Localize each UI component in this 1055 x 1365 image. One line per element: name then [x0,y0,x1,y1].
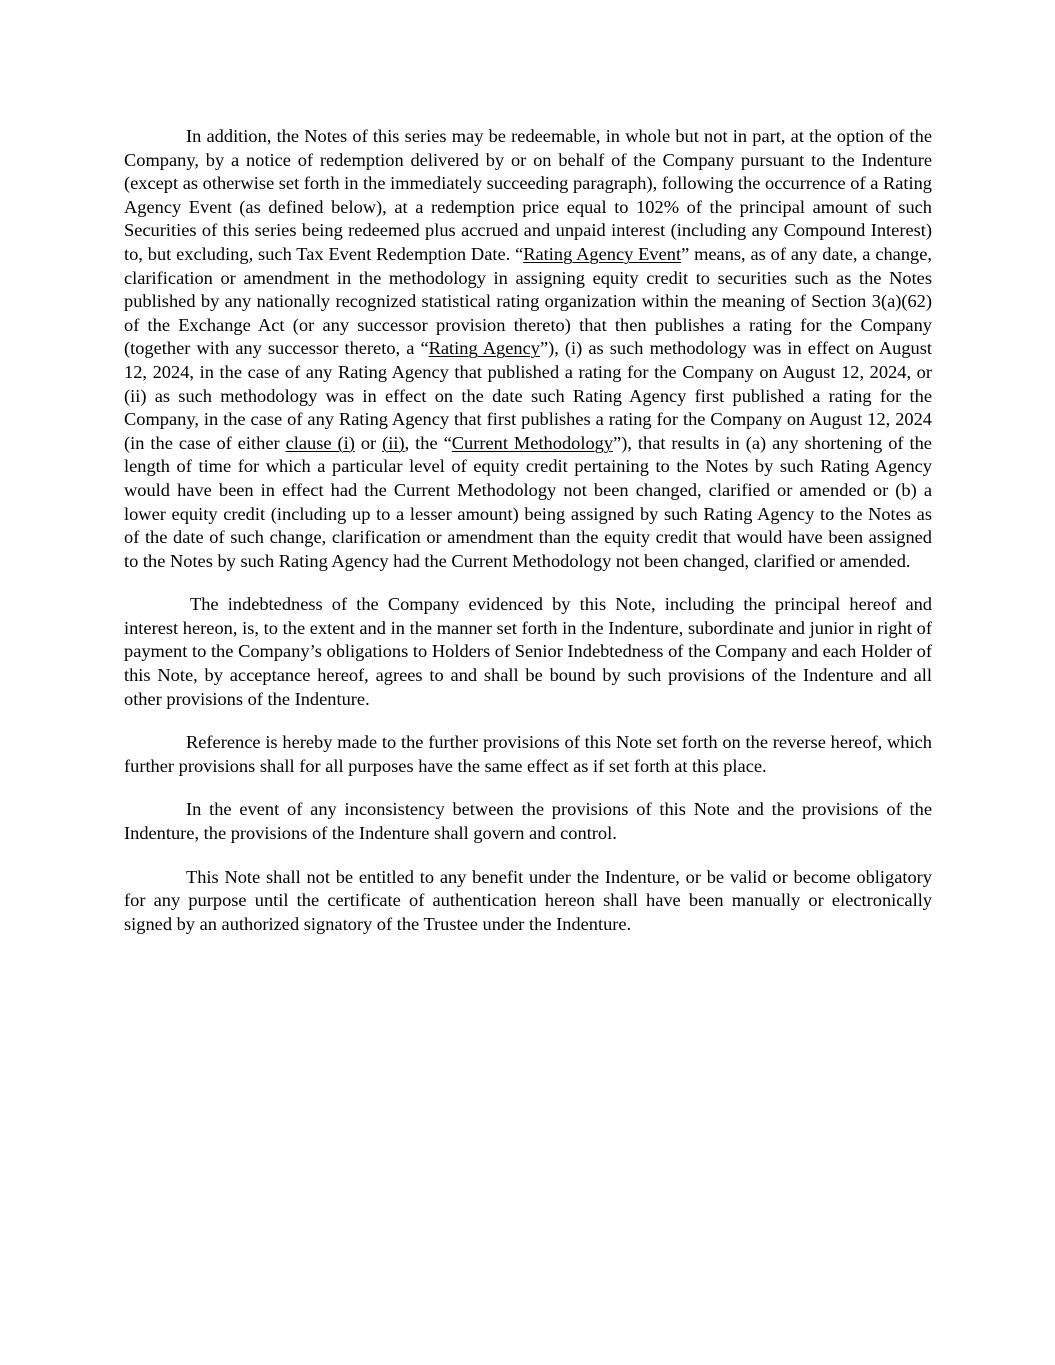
text-run: or [354,432,383,453]
document-page [124,125,932,956]
defined-term-rating-agency: Rating Agency [428,338,540,359]
text-run: ”), (i) as such methodology was in effect on August 12, 2024, in the case of any Rating Agency that published a rating for the Company on August 12, 2024, or (ii) as such methodology was in effect on the date such Rating Agency first published a rating for the Company, in the case of any Rating Agency that first publishes a rating for the Company on August 12, 2024 (in the case of either [124,338,932,453]
defined-term-rating-agency-event: Rating Agency Event [523,243,682,264]
paragraph-subordination: The indebtedness of the Company evidenced by this Note, including the principal hereof and interest hereon, is, to the extent and in the manner set forth in the Indenture, subordinate and junior in right of payment to the Company’s obligations to Holders of Senior Indebtedness of the Company and each Holder of this Note, by acceptance hereof, agrees to and shall be bound by such provisions of the Indenture and all other provisions of the Indenture. [124,594,932,709]
text-run: ” means, as of any date, a change, clarification or amendment in the methodology in assigning equity credit to securities such as the Notes published by any nationally recognized statistical rating organization within the meaning of Section 3(a)(62) of the Exchange Act (or any successor provision thereto) that then publishes a rating for the Company (together with any successor thereto, a “ [124,243,932,359]
clause-reference-i: clause (i) [285,432,355,453]
text-run: ”), that results in (a) any shortening of the length of time for which a particular level of equity credit pertaining to the Notes by such Rating Agency would have been in effect had the Current Methodology not been changed, clarified or amended or (b) a lower equity credit (including up to a lesser amount) being assigned by such Rating Agency to the Notes as of the date of such change, clarification or amendment than the equity credit that would have been assigned to the Notes by such Rating Agency had the Current Methodology not been changed, clarified or amended. [124,432,932,571]
defined-term-current-methodology: Current Methodology [451,432,614,453]
paragraph-reverse-provisions: Reference is hereby made to the further provisions of this Note set forth on the reverse hereof, which further provisions shall for all purposes have the same effect as if set forth at this place. [124,732,932,776]
text-run: In addition, the Notes of this series may be redeemable, in whole but not in part, at the option of the Company, by a notice of redemption delivered by or on behalf of the Company pursuant to the Indenture (except as otherwise set forth in the immediately succeeding paragraph), following the occurrence of a Rating Agency Event (as defined below), at a redemption price equal to 102% of the principal amount of such Securities of this series being redeemed plus accrued and unpaid interest (including any Compound Interest) to, but excluding, such Tax Event Redemption Date. “ [124,126,932,264]
clause-reference-ii: (ii) [382,432,405,453]
paragraph-authentication: This Note shall not be entitled to any benefit under the Indenture, or be valid or become obligatory for any purpose until the certificate of authentication hereon shall have been manually or electronically signed by an authorized signatory of the Trustee under the Indenture. [124,866,932,934]
paragraph-rating-agency-event [124,125,932,573]
paragraph-inconsistency: In the event of any inconsistency between the provisions of this Note and the provisions of the Indenture, the provisions of the Indenture shall govern and control. [124,799,932,844]
text-run: , the “ [404,432,452,453]
